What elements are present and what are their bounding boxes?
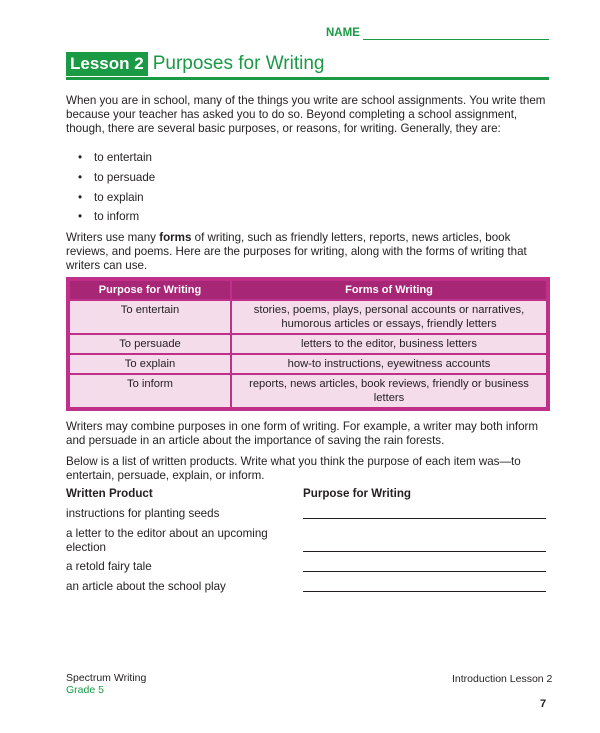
column-header-forms: Forms of Writing: [232, 281, 546, 299]
page-number: 7: [540, 698, 547, 710]
name-label: NAME: [326, 27, 360, 39]
list-item-text: to inform: [94, 210, 140, 224]
table-row: [70, 301, 546, 333]
table-cell-forms: how-to instructions, eyewitness accounts: [232, 355, 546, 373]
lesson-heading: [66, 52, 324, 76]
column-header-purpose: Purpose for Writing: [70, 281, 230, 299]
name-input-line[interactable]: [363, 29, 549, 40]
table-cell-forms: stories, poems, plays, personal accounts or narratives, humorous articles or essays, friendly letters: [232, 301, 546, 333]
title-divider: [66, 77, 549, 80]
table-row: [70, 375, 546, 407]
purpose-for-writing-header: Purpose for Writing: [303, 487, 411, 500]
table-row: [70, 355, 546, 373]
lesson-badge: Lesson 2: [66, 52, 148, 76]
answer-line[interactable]: [303, 591, 546, 592]
list-item: [78, 191, 155, 211]
table-row: [70, 335, 546, 353]
bullet-icon: •: [78, 190, 83, 204]
list-item: [78, 171, 155, 191]
footer-section: Introduction Lesson 2: [452, 673, 553, 685]
list-item: [78, 151, 155, 171]
forms-text-before: Writers use many: [66, 231, 160, 244]
exercise-item: a retold fairy tale: [66, 560, 152, 573]
purposes-table: [66, 277, 550, 411]
name-field: [326, 26, 549, 40]
answer-line[interactable]: [303, 551, 546, 552]
intro-paragraph: When you are in school, many of the things you write are school assignments. You write them because your teacher has asked you to do so. Beyond completing a school assignment, though, there are several basic purposes, or reasons, for writing. Generally, they are:: [66, 94, 546, 135]
table-cell-purpose: To persuade: [70, 335, 230, 353]
combine-paragraph: Writers may combine purposes in one form of writing. For example, a writer may both inform and persuade in an article about the importance of saving the rain forests.: [66, 420, 539, 447]
list-item: [78, 210, 155, 230]
forms-text-after: of writing, such as friendly letters, reports, news articles, book reviews, and poems. Here are the purposes for writing, along with the forms of writing that writers can use.: [66, 231, 527, 272]
exercise-item: a letter to the editor about an upcoming election: [66, 527, 268, 554]
list-item-text: to persuade: [94, 170, 156, 184]
table-cell-forms: reports, news articles, book reviews, friendly or business letters: [232, 375, 546, 407]
purpose-list: [78, 151, 155, 230]
footer-book-info: [66, 672, 146, 696]
instructions-paragraph: Below is a list of written products. Write what you think the purpose of each item was—to entertain, persuade, explain, or inform.: [66, 455, 521, 482]
list-item-text: to entertain: [94, 151, 153, 164]
footer-book-title: Spectrum Writing: [66, 672, 147, 684]
table-cell-purpose: To entertain: [70, 301, 230, 333]
answer-line[interactable]: [303, 571, 546, 572]
bullet-icon: •: [78, 170, 83, 184]
bullet-icon: •: [78, 151, 83, 164]
answer-line[interactable]: [303, 518, 546, 519]
table-header-row: [70, 281, 546, 299]
table-cell-purpose: To explain: [70, 355, 230, 373]
exercise-item: an article about the school play: [66, 580, 226, 593]
table-cell-forms: letters to the editor, business letters: [232, 335, 546, 353]
bullet-icon: •: [78, 210, 83, 224]
forms-paragraph: [66, 231, 550, 273]
lesson-title: Purposes for Writing: [152, 53, 325, 74]
footer-grade: Grade 5: [66, 684, 104, 696]
forms-bold-term: forms: [159, 231, 192, 244]
table-cell-purpose: To inform: [70, 375, 230, 407]
exercise-item: instructions for planting seeds: [66, 507, 220, 520]
written-product-header: Written Product: [66, 487, 153, 500]
list-item-text: to explain: [94, 190, 144, 204]
